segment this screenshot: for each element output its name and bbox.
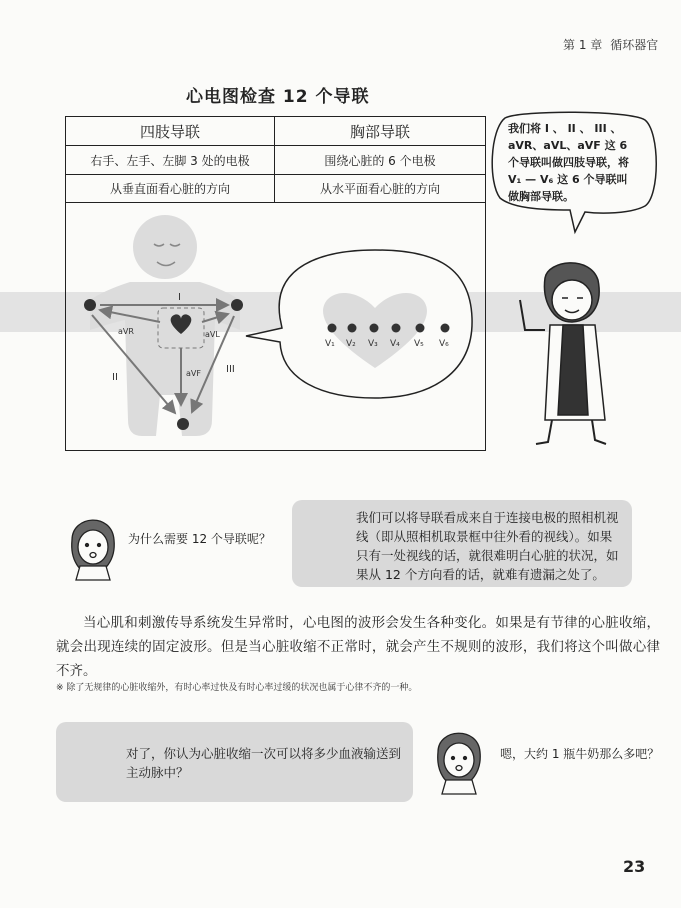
- chest-leads-heading: 胸部导联: [349, 122, 410, 141]
- limb-direction: 从垂直面看心脏的方向: [109, 182, 230, 196]
- top-speech-text: 我们将 I 、 II 、 III 、 aVR、aVL、aVF 这 6 个导联叫做四肢导联，将 V₁ — V₆ 这 6 个导联叫做胸部导联。: [508, 122, 629, 203]
- chapter-label: 第 1 章: [563, 38, 603, 52]
- top-speech: [490, 110, 650, 214]
- diagram-title: 心电图检查 12 个导联: [186, 87, 370, 107]
- v4-label: V₄: [390, 339, 400, 349]
- avf-label: aVF: [186, 369, 201, 378]
- limb-leads-heading: 四肢导联: [139, 122, 200, 141]
- student-question-text: 为什么需要 12 个导联呢？: [128, 532, 271, 546]
- v1-label: V₁: [325, 339, 335, 349]
- electrode-right-hand: [84, 299, 96, 311]
- student-face-icon: [438, 733, 480, 794]
- v3-label: V₃: [368, 339, 378, 349]
- body-figure: [90, 215, 240, 436]
- electrode-left-foot: [177, 418, 189, 430]
- page-number: 23: [623, 857, 646, 876]
- lead-iii-label: III: [226, 364, 235, 375]
- avr-label: aVR: [118, 327, 134, 336]
- doctor-question-2: 对了，你认为心脏收缩一次可以将多少血液输送到主动脉中？: [126, 746, 402, 780]
- body-paragraph: 当心肌和刺激传导系统发生异常时，心电图的波形会发生各种变化。如果是有节律的心脏收缩，就会出现连续的固定波形。但是当心脏收缩不正常时，就会产生不规则的波形，我们将这个叫做心律不齐。: [56, 615, 660, 679]
- lead-ii-label: II: [112, 372, 118, 383]
- lead-i-label: I: [178, 292, 181, 303]
- avl-label: aVL: [205, 330, 220, 339]
- student-answer-2: 嗯，大约 1 瓶牛奶那么多吧？: [500, 747, 660, 761]
- electrode-left-hand: [231, 299, 243, 311]
- chest-electrodes: 围绕心脏的 6 个电极: [324, 153, 436, 168]
- limb-electrodes: 右手、左手、左脚 3 处的电极: [90, 153, 250, 168]
- section-label: 循环器官: [610, 38, 659, 52]
- doctor-answer-1: 我们可以将导联看成来自于连接电极的照相机视线（即从照相机取景框中往外看的视线）。如果只有一处视线的话，就很难明白心脏的状况，如果从 12 个方向看的话，就难有遗漏之处了。: [356, 510, 619, 582]
- student-face-icon: [72, 520, 114, 580]
- v2-label: V₂: [346, 339, 356, 349]
- chest-direction: 从水平面看心脏的方向: [319, 182, 440, 196]
- v6-label: V₆: [439, 339, 449, 349]
- footnote: ※ 除了无规律的心脏收缩外，有时心率过快及有时心率过缓的状况也属于心律不齐的一种。: [56, 683, 418, 693]
- v5-label: V₅: [414, 339, 424, 349]
- doctor-character: [520, 263, 606, 444]
- student-question-1: [128, 530, 271, 548]
